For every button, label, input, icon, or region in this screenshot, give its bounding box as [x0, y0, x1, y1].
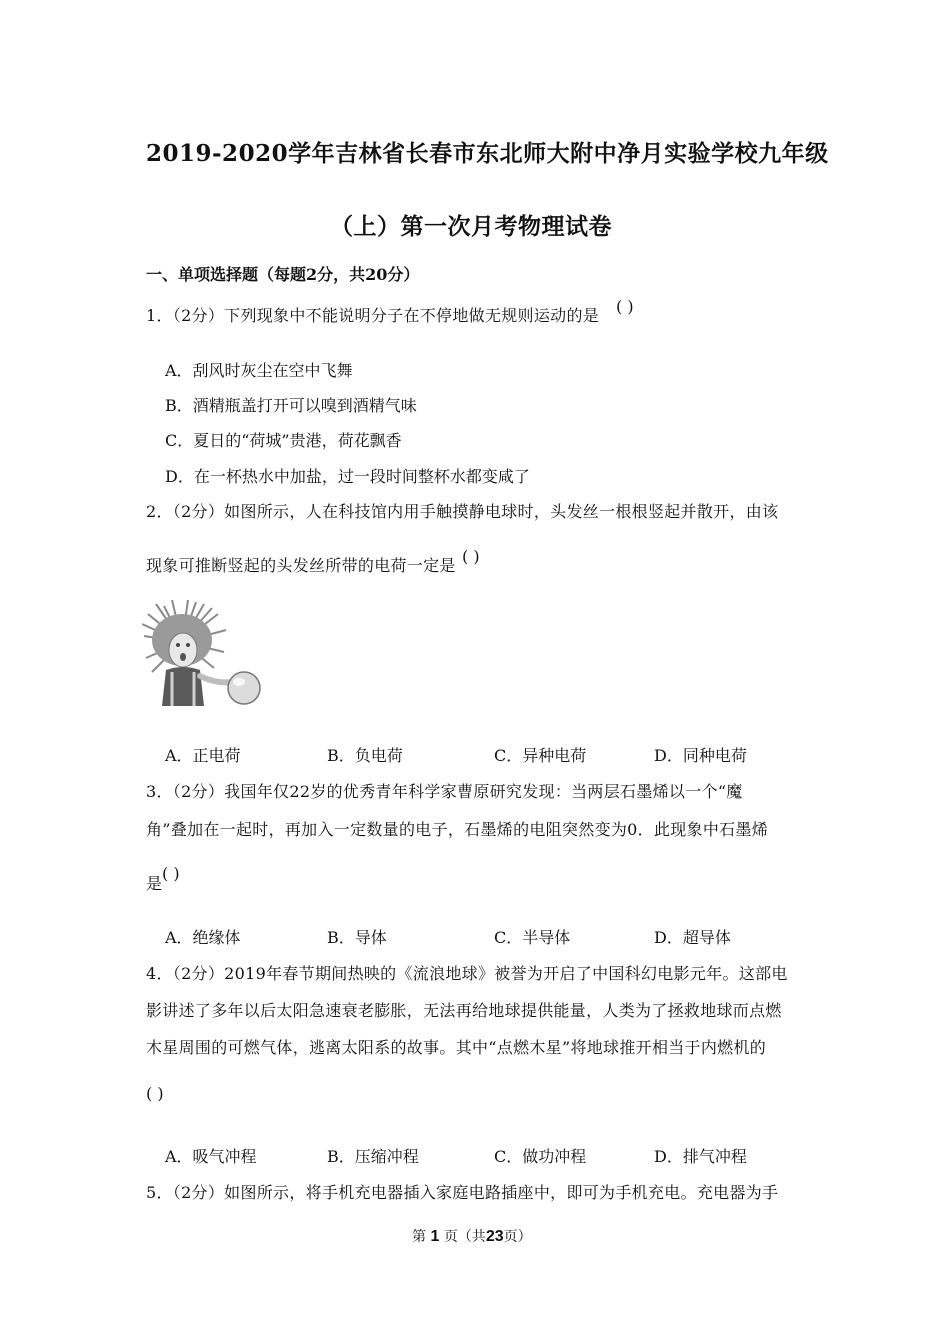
question-4-line1: 4．（2分）2019年春节期间热映的《流浪地球》被誉为开启了中国科幻电影元年。这部电 — [146, 964, 788, 983]
question-4-answer-blank: ( ) — [146, 1084, 164, 1103]
question-2-option-c: C．异种电荷 — [494, 746, 587, 765]
doc-title-line2: （上）第一次月考物理试卷 — [330, 213, 612, 240]
question-4-line2: 影讲述了多年以后太阳急速衰老膨胀，无法再给地球提供能量，人类为了拯救地球而点燃 — [146, 1001, 782, 1020]
question-3-option-b: B．导体 — [327, 928, 387, 947]
question-2-line1: 2．（2分）如图所示，人在科技馆内用手触摸静电球时，头发丝一根根竖起并散开，由该 — [146, 502, 779, 521]
question-1-answer-blank: ( ) — [616, 297, 634, 316]
body — [162, 667, 204, 706]
question-4-line3: 木星周围的可燃气体，逃离太阳系的故事。其中“点燃木星”将地球推开相当于内燃机的 — [146, 1038, 767, 1057]
question-4-option-a: A．吸气冲程 — [165, 1147, 257, 1166]
question-4-option-b: B．压缩冲程 — [327, 1147, 419, 1166]
question-1-option-b: B．酒精瓶盖打开可以嗅到酒精气味 — [165, 396, 417, 415]
question-2-option-d: D．同种电荷 — [654, 746, 747, 765]
page-footer — [412, 1226, 532, 1246]
question-3-option-a: A．绝缘体 — [165, 928, 241, 947]
footer-page-number: 1 — [430, 1228, 440, 1245]
question-1-option-d: D．在一杯热水中加盐，过一段时间整杯水都变咸了 — [165, 467, 530, 486]
arm — [200, 676, 232, 682]
question-3-option-d: D．超导体 — [654, 928, 731, 947]
footer-total-pages: 23 — [485, 1228, 504, 1245]
doc-title-line1: 2019-2020学年吉林省长春市东北师大附中净月实验学校九年级 — [146, 140, 829, 167]
question-2-option-b: B．负电荷 — [327, 746, 403, 765]
footer-suffix: 页） — [503, 1229, 532, 1245]
question-3-option-c: C．半导体 — [494, 928, 571, 947]
question-2-line2: 现象可推断竖起的头发丝所带的电荷一定是 — [146, 556, 456, 575]
question-1-text: 1．（2分）下列现象中不能说明分子在不停地做无规则运动的是 — [146, 306, 600, 325]
electrostatic-ball — [228, 672, 260, 704]
question-1-option-a: A．刮风时灰尘在空中飞舞 — [165, 361, 353, 380]
question-3-line3: 是 — [146, 874, 163, 893]
face — [169, 633, 197, 667]
question-2-option-a: A．正电荷 — [165, 746, 241, 765]
question-1-option-c: C．夏日的“荷城”贵港，荷花飘香 — [165, 431, 402, 450]
static-electricity-illustration — [142, 600, 262, 706]
question-2-answer-blank: ( ) — [462, 547, 480, 566]
question-3-line1: 3．（2分）我国年仅22岁的优秀青年科学家曹原研究发现：当两层石墨烯以一个“魔 — [146, 782, 743, 801]
question-3-line2: 角”叠加在一起时，再加入一定数量的电子，石墨烯的电阻突然变为0．此现象中石墨烯 — [146, 820, 769, 839]
question-4-option-c: C．做功冲程 — [494, 1147, 587, 1166]
footer-mid: 页（共 — [443, 1229, 486, 1245]
footer-prefix: 第 — [412, 1229, 426, 1245]
question-3-answer-blank: ( ) — [162, 864, 180, 883]
section-heading: 一、单项选择题（每题2分，共20分） — [146, 265, 420, 284]
question-4-option-d: D．排气冲程 — [654, 1147, 747, 1166]
question-5-line1: 5．（2分）如图所示，将手机充电器插入家庭电路插座中，即可为手机充电。充电器为手 — [146, 1183, 779, 1202]
question-2-figure — [142, 600, 262, 706]
